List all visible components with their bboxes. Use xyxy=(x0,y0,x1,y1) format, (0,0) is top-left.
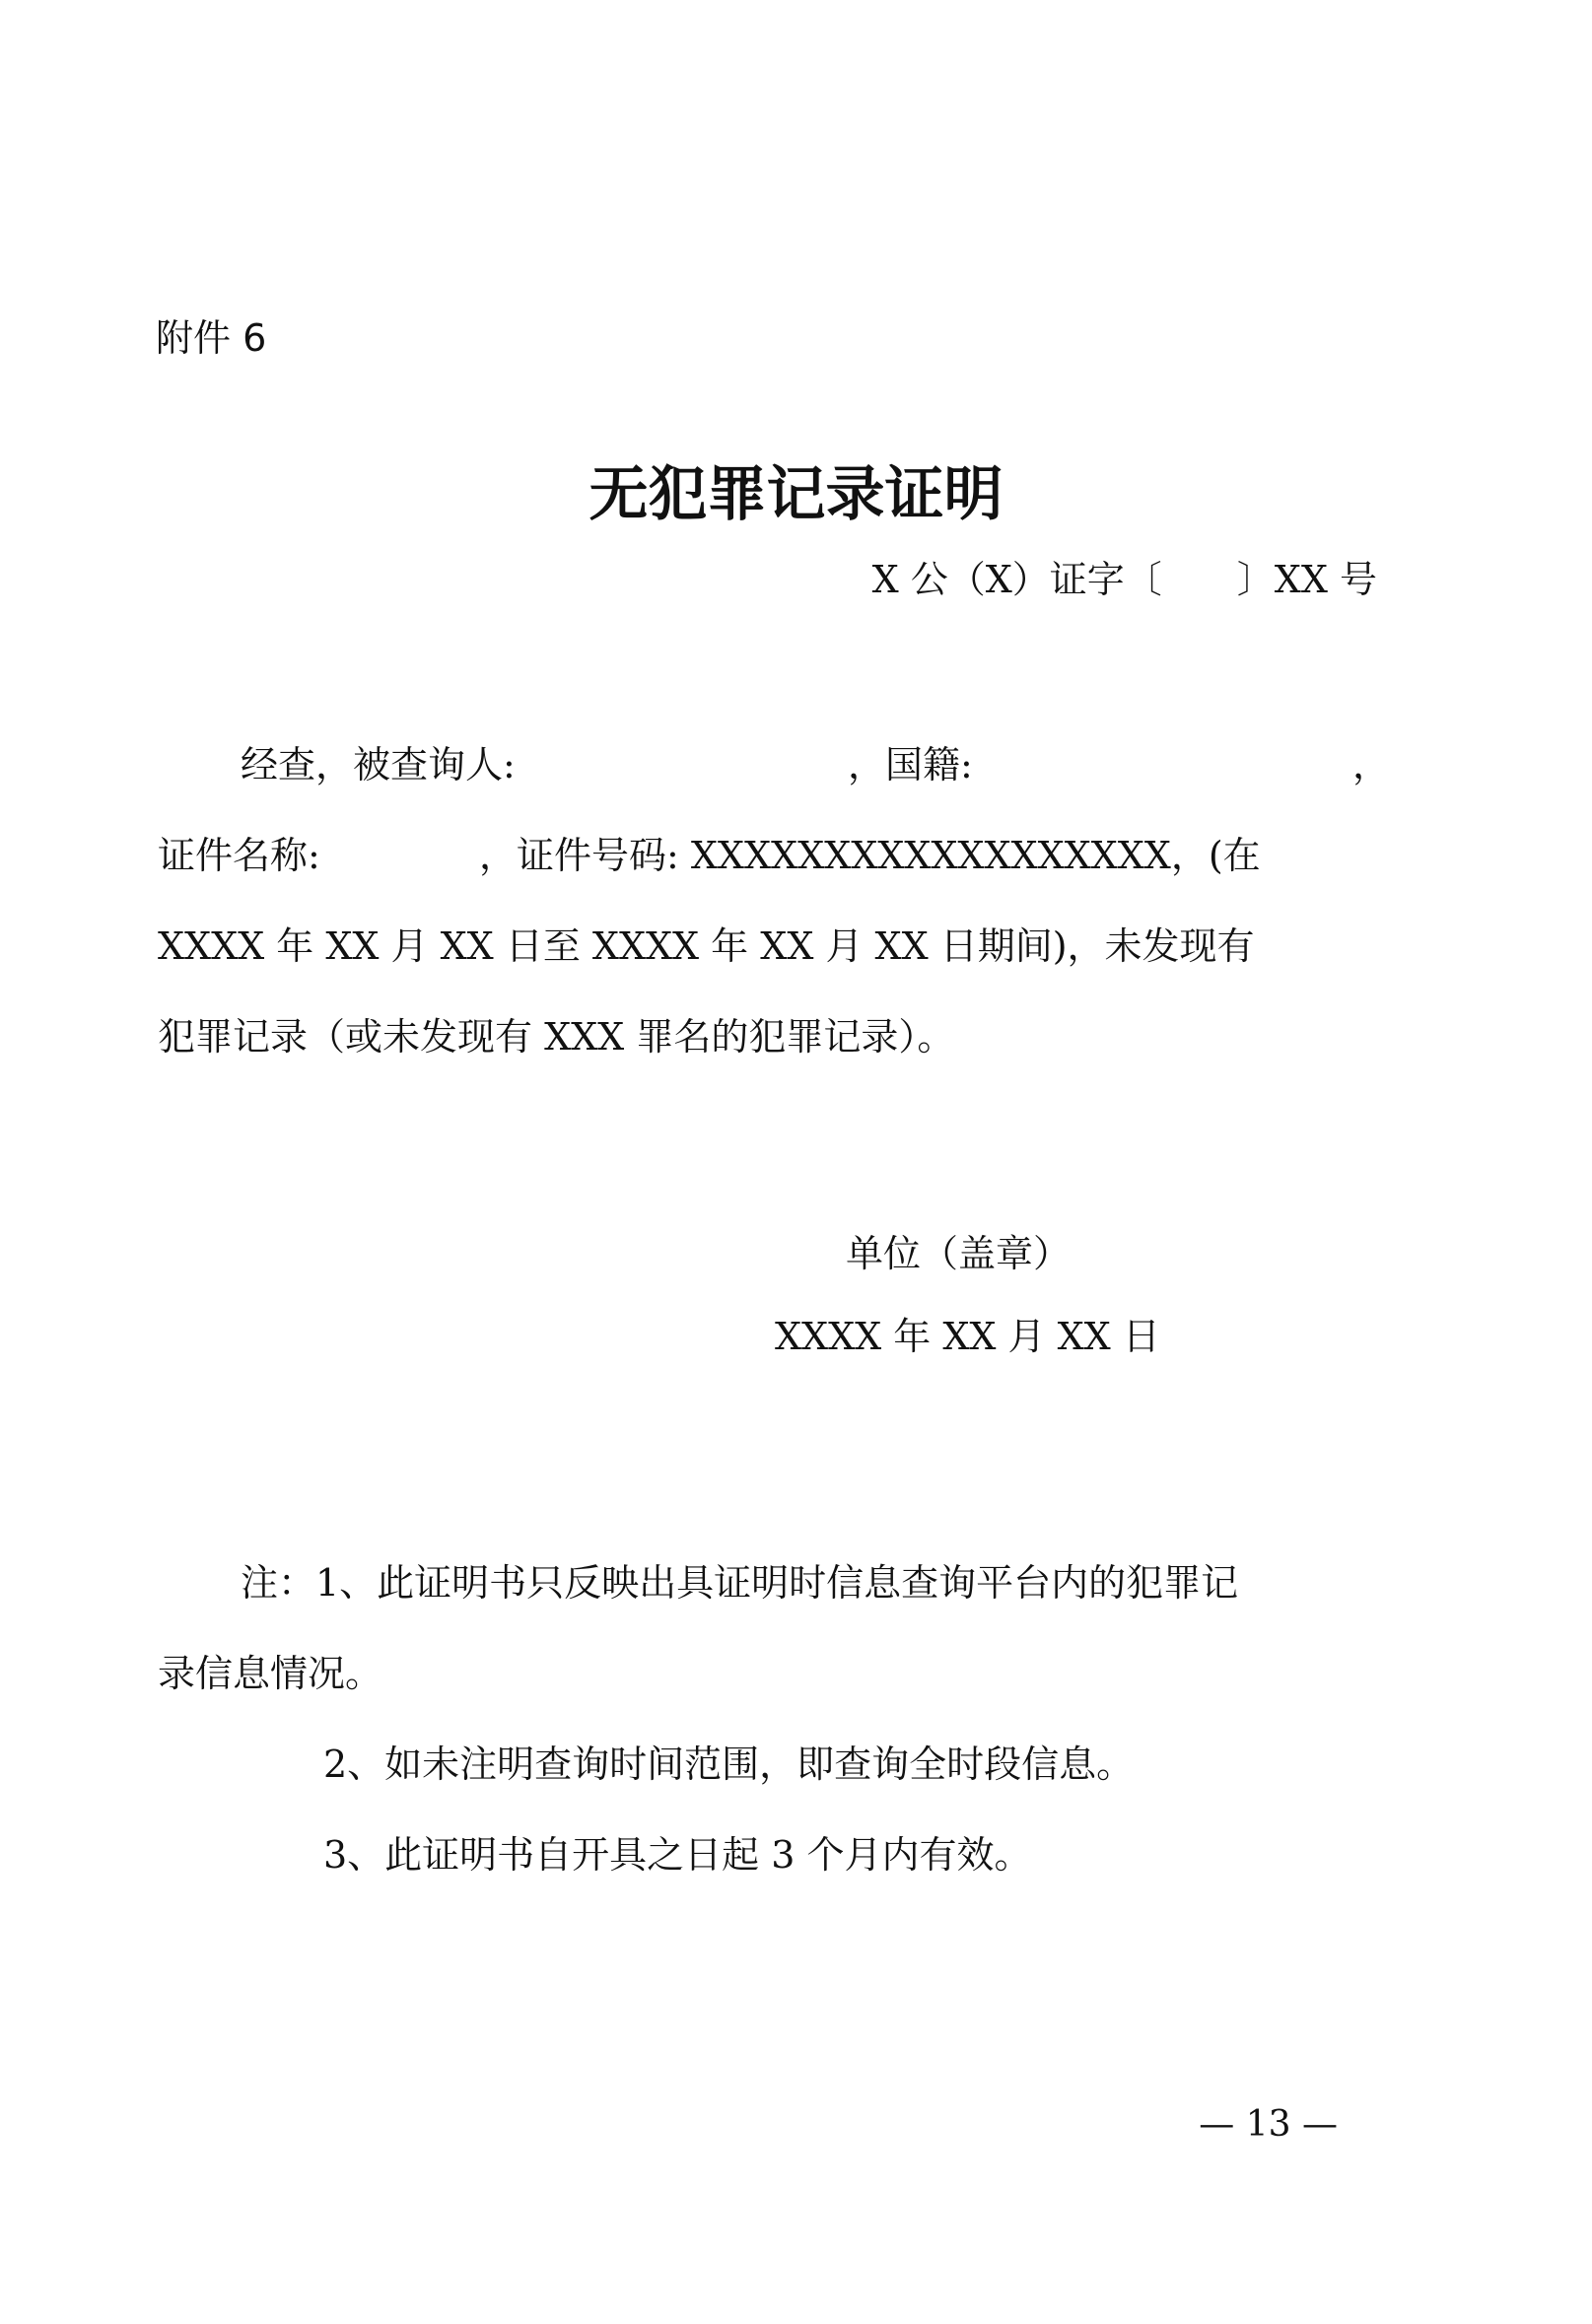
certificate-serial-number: X 公（X）证字〔 〕XX 号 xyxy=(871,558,1377,601)
note-1-line-1: 注：1、此证明书只反映出具证明时信息查询平台内的犯罪记 xyxy=(241,1561,1239,1605)
queried-person-label: 经查，被查询人: xyxy=(241,743,516,786)
notes-section xyxy=(158,1538,1390,1900)
id-number-label: ，证件号码: XXXXXXXXXXXXXXXXXX，(在 xyxy=(479,834,1261,877)
issue-date: XXXX 年 XX 月 XX 日 xyxy=(775,1315,1160,1358)
document-title: 无犯罪记录证明 xyxy=(588,460,1004,529)
certificate-body xyxy=(158,719,1390,1082)
issuing-unit-seal: 单位（盖章） xyxy=(846,1232,1072,1275)
note-3: 3、此证明书自开具之日起 3 个月内有效。 xyxy=(323,1833,1032,1877)
note-2: 2、如未注明查询时间范围，即查询全时段信息。 xyxy=(323,1743,1135,1786)
note-1-line-2: 录信息情况。 xyxy=(158,1652,383,1695)
attachment-label: 附件 6 xyxy=(156,316,267,360)
page-number: — 13 — xyxy=(1199,2104,1338,2145)
id-type-label: 证件名称: xyxy=(158,834,320,877)
body-line-1 xyxy=(158,719,1390,810)
body-line-3: XXXX 年 XX 月 XX 日至 XXXX 年 XX 月 XX 日期间)，未发现有 xyxy=(158,924,1255,968)
body-line-4: 犯罪记录（或未发现有 XXX 罪名的犯罪记录）。 xyxy=(158,1015,955,1059)
line1-end-comma: ， xyxy=(1352,743,1391,786)
body-line-2 xyxy=(158,810,1390,901)
nationality-label: ，国籍: xyxy=(848,743,973,786)
